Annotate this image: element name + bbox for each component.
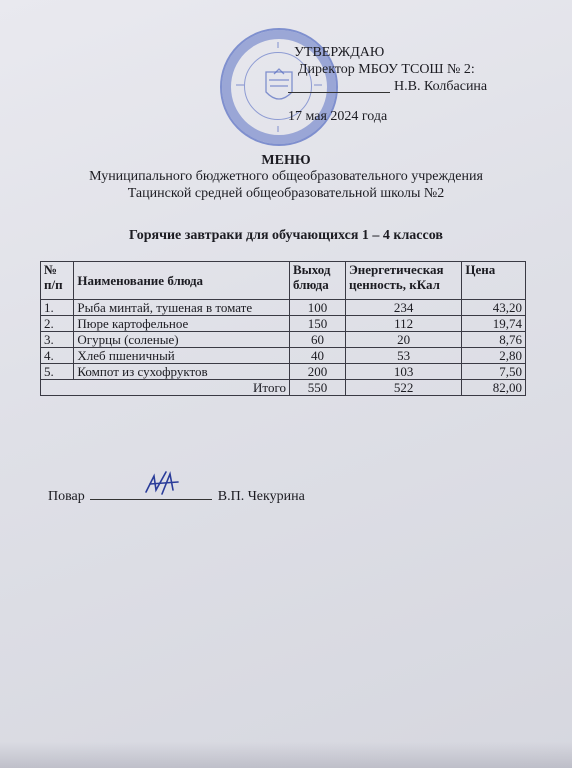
cook-name: В.П. Чекурина [217, 489, 305, 504]
table-row [41, 316, 526, 332]
header-name: Наименование блюда [74, 262, 290, 300]
signature-underline [288, 92, 390, 93]
row-energy: 20 [345, 332, 461, 348]
row-energy: 53 [345, 348, 461, 364]
header-output: Выход блюда [289, 262, 345, 300]
total-price: 82,00 [462, 380, 526, 396]
row-price: 43,20 [462, 300, 526, 316]
row-energy: 234 [345, 300, 461, 316]
row-name: Рыба минтай, тушеная в томате [74, 300, 290, 316]
row-price: 7,50 [462, 364, 526, 380]
table-row [41, 348, 526, 364]
row-output: 60 [289, 332, 345, 348]
row-price: 19,74 [462, 316, 526, 332]
approval-block [288, 44, 488, 124]
menu-subtitle: Горячие завтраки для обучающихся 1 – 4 классов [129, 228, 443, 243]
table-row [41, 332, 526, 348]
document-title: МЕНЮ [261, 153, 311, 168]
row-output: 200 [289, 364, 345, 380]
total-output: 550 [289, 380, 345, 396]
approval-date: 17 мая 2024 года [288, 109, 388, 124]
approval-position: Директор МБОУ ТСОШ № 2: [298, 62, 475, 77]
cook-signature-line [48, 487, 305, 505]
header-price: Цена [462, 262, 526, 300]
row-num: 2. [41, 316, 74, 332]
total-energy: 522 [345, 380, 461, 396]
total-label: Итого [41, 380, 290, 396]
row-num: 4. [41, 348, 74, 364]
row-output: 40 [289, 348, 345, 364]
row-name: Компот из сухофруктов [74, 364, 290, 380]
row-price: 2,80 [462, 348, 526, 364]
row-energy: 103 [345, 364, 461, 380]
approval-signature-line [292, 78, 488, 95]
header-num: № п/п [41, 262, 74, 300]
row-num: 3. [41, 332, 74, 348]
header-energy: Энергетическая ценность, кКал [345, 262, 461, 300]
organization-line-1: Муниципального бюджетного общеобразовательного учреждения [89, 169, 483, 184]
organization-line-2: Тацинской средней общеобразовательной школы №2 [127, 186, 445, 201]
row-num: 5. [41, 364, 74, 380]
row-name: Пюре картофельное [74, 316, 290, 332]
approval-heading: УТВЕРЖДАЮ [294, 45, 385, 60]
row-output: 100 [289, 300, 345, 316]
row-name: Огурцы (соленые) [74, 332, 290, 348]
menu-table [40, 261, 526, 396]
cook-label: Повар [48, 489, 85, 504]
table-row [41, 300, 526, 316]
row-name: Хлеб пшеничный [74, 348, 290, 364]
signature-underline [90, 487, 212, 500]
row-price: 8,76 [462, 332, 526, 348]
table-total-row [41, 380, 526, 396]
row-num: 1. [41, 300, 74, 316]
row-output: 150 [289, 316, 345, 332]
table-header-row [41, 262, 526, 300]
table-row [41, 364, 526, 380]
row-energy: 112 [345, 316, 461, 332]
director-name: Н.В. Колбасина [394, 79, 488, 94]
